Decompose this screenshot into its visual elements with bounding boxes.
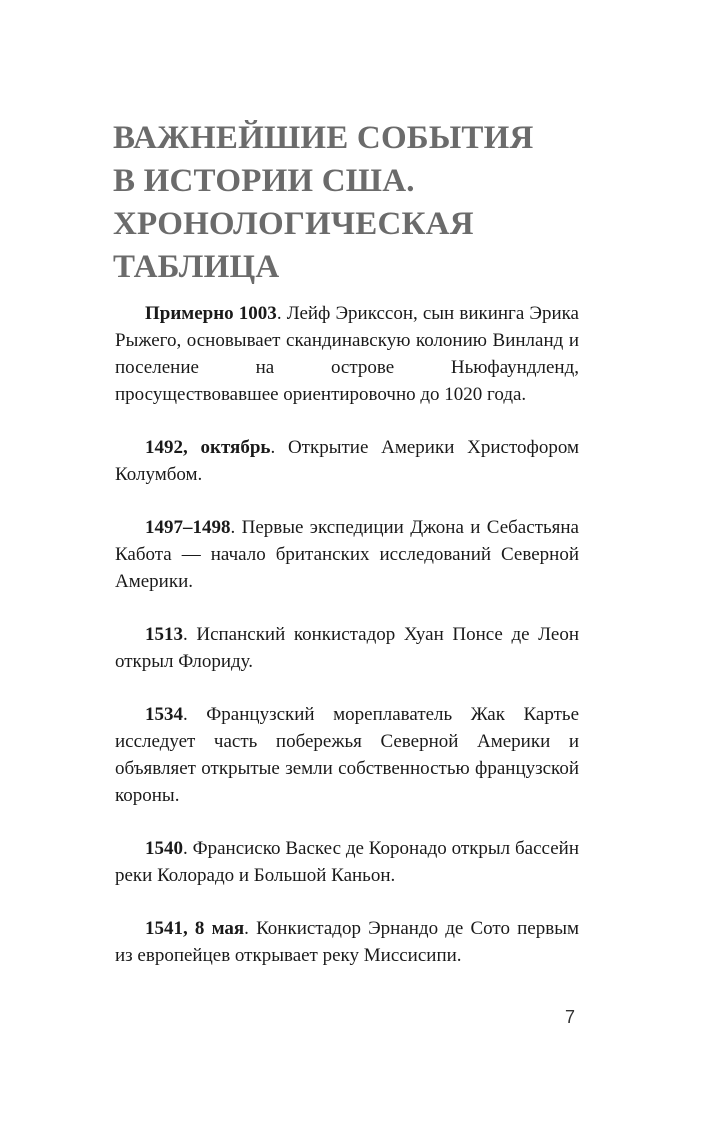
entry-date: 1492, октябрь — [145, 437, 271, 458]
entry-text: . Французский мореплаватель Жак Картье исследует часть побережья Северной Америки и объявляет открытые земли собственностью французской короны. — [115, 704, 579, 806]
chapter-title — [113, 117, 593, 289]
chronology-entry — [115, 915, 579, 969]
chronology-entry — [115, 835, 579, 889]
chronology-list — [115, 300, 579, 995]
entry-text: . Открытие Америки Христофором Колумбом. — [115, 437, 579, 485]
entry-date: 1534 — [145, 704, 183, 725]
entry-text: . Лейф Эриксcон, сын викинга Эрика Рыжего, основывает скандинавскую колонию Винланд и поселение на острове Ньюфаундленд, просуществовавшее ориентировочно до 1020 года. — [115, 303, 579, 405]
chronology-entry — [115, 300, 579, 408]
chronology-entry — [115, 434, 579, 488]
chapter-title-line-4: ТАБЛИЦА — [113, 249, 280, 285]
entry-date: 1540 — [145, 838, 183, 859]
entry-text: . Первые экспедиции Джона и Себастьяна Кабота — начало британских исследований Северной Америки. — [115, 517, 579, 592]
entry-text: . Франсиско Васкес де Коронадо открыл бассейн реки Колорадо и Большой Каньон. — [115, 838, 579, 886]
entry-date: 1497–1498 — [145, 517, 231, 538]
entry-date: Примерно 1003 — [145, 303, 277, 324]
chronology-entry — [115, 701, 579, 809]
chronology-entry — [115, 514, 579, 595]
entry-text: . Конкистадор Эрнандо де Сото первым из европейцев открывает реку Миссисипи. — [115, 918, 580, 966]
chapter-title-line-1: ВАЖНЕЙШИЕ СОБЫТИЯ — [113, 120, 534, 156]
entry-date: 1513 — [145, 624, 183, 645]
chapter-title-line-2: В ИСТОРИИ США. — [113, 163, 415, 199]
chronology-entry — [115, 621, 579, 675]
page-number: 7 — [565, 1007, 576, 1027]
entry-date: 1541, 8 мая — [145, 918, 245, 939]
entry-text: . Испанский конкистадор Хуан Понсе де Леон открыл Флориду. — [115, 624, 579, 672]
chapter-title-line-3: ХРОНОЛОГИЧЕСКАЯ — [113, 206, 474, 242]
